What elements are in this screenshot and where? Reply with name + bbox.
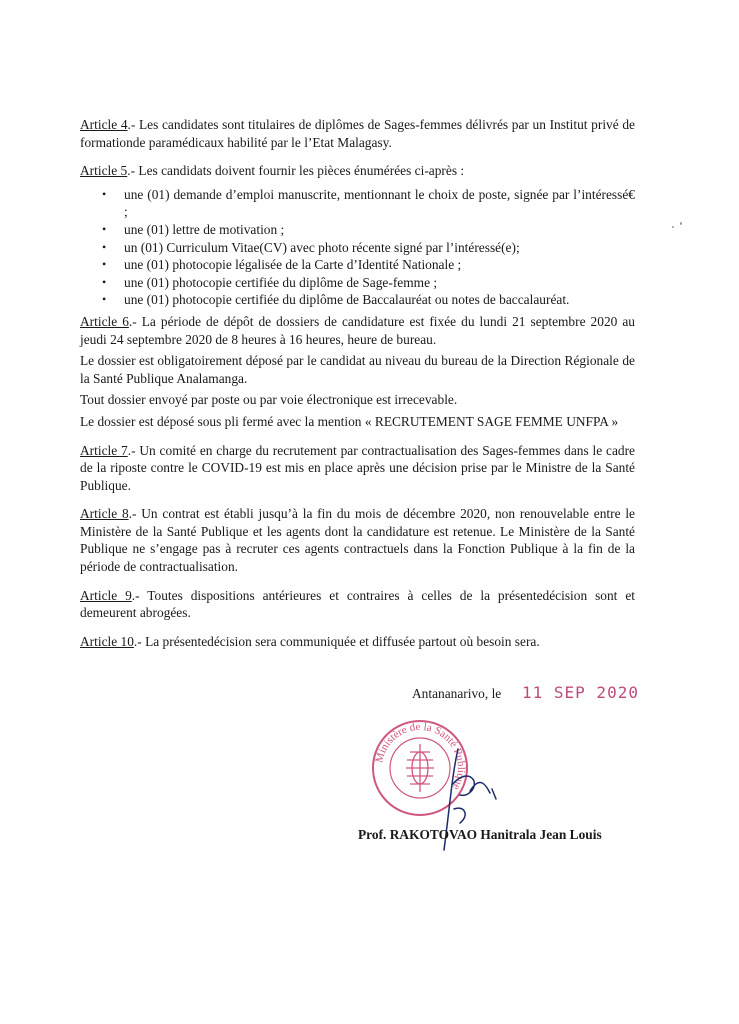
article-7-label: Article 7 <box>80 442 128 458</box>
article-6-paragraph-4: Le dossier est déposé sous pli fermé avec la mention « RECRUTEMENT SAGE FEMME UNFPA » <box>80 413 619 429</box>
article-7 <box>80 442 635 495</box>
article-6-label: Article 6 <box>80 313 129 329</box>
article-10-text: .- La présentedécision sera communiquée et diffusée partout où besoin sera. <box>133 633 540 649</box>
list-item: • une (01) photocopie légalisée de la Carte d’Identité Nationale ; <box>102 256 635 274</box>
article-8-text: .- Un contrat est établi jusqu’à la fin du mois de décembre 2020, non renouvelable entre le Ministère de la Santé Publique et les agents dont la candidature est retenue. Le Ministère de la Santé Publique ne s’engage pas à recruter ces agents contractuels dans la Fonction Publique à la fin de la période de contractualisation. <box>80 506 635 575</box>
article-7-text: .- Un comité en charge du recrutement par contractualisation des Sages-femmes dans le cadre de la riposte contre le COVID-19 est mis en place après une décision prise par le Ministre de la Santé Publique. <box>80 442 635 493</box>
scan-speck <box>672 226 674 228</box>
article-4-text: .- Les candidates sont titulaires de diplômes de Sages-femmes délivrés par un Institut privé de formationde paramédicaux habilité par le l’Etat Malagasy. <box>80 117 635 150</box>
seal-text: Ministère de la Santé Publique <box>373 720 468 792</box>
article-10 <box>80 633 635 651</box>
article-5-text: .- Les candidats doivent fournir les pièces énumérées ci-après : <box>127 163 465 179</box>
article-9 <box>80 587 635 622</box>
article-6-paragraph-2: Le dossier est obligatoirement déposé par le candidat au niveau du bureau de la Direction Régionale de la Santé Publique Analamanga. <box>80 353 635 386</box>
article-9-label: Article 9 <box>80 587 132 603</box>
list-item: • une (01) photocopie certifiée du diplôme de Baccalauréat ou notes de baccalauréat. <box>102 291 635 309</box>
article-4-label: Article 4 <box>80 117 128 132</box>
article-8 <box>80 505 635 575</box>
list-item: • une (01) lettre de motivation ; <box>102 221 635 239</box>
scan-speck <box>680 222 682 225</box>
article-5-label: Article 5 <box>80 163 128 179</box>
date-stamp: 11 SEP 2020 <box>522 683 639 702</box>
document-body <box>80 116 635 661</box>
article-10-label: Article 10 <box>80 633 134 649</box>
required-documents-list <box>80 186 635 309</box>
article-6-paragraph-3: Tout dossier envoyé par poste ou par voie électronique est irrecevable. <box>80 392 458 408</box>
article-4 <box>80 116 635 151</box>
signatory-name: Prof. RAKOTOVAO Hanitrala Jean Louis <box>358 827 602 842</box>
place-label: Antananarivo, le <box>412 686 502 701</box>
article-6-text: .- La période de dépôt de dossiers de candidature est fixée du lundi 21 septembre 2020 au jeudi 24 septembre 2020 de 8 heures à 16 heures, heure de bureau. <box>80 313 635 347</box>
article-6 <box>80 313 635 348</box>
list-item: • un (01) Curriculum Vitae(CV) avec photo récente signé par l’intéressé(e); <box>102 239 635 257</box>
article-9-text: .- Toutes dispositions antérieures et contraires à celles de la présentedécision sont et demeurent abrogées. <box>80 587 635 621</box>
article-5 <box>80 162 635 180</box>
list-item: • une (01) photocopie certifiée du diplôme de Sage-femme ; <box>102 274 635 292</box>
article-8-label: Article 8 <box>80 506 129 522</box>
list-item: • une (01) demande d’emploi manuscrite, mentionnant le choix de poste, signée par l’intéressé€ ; <box>102 186 635 221</box>
